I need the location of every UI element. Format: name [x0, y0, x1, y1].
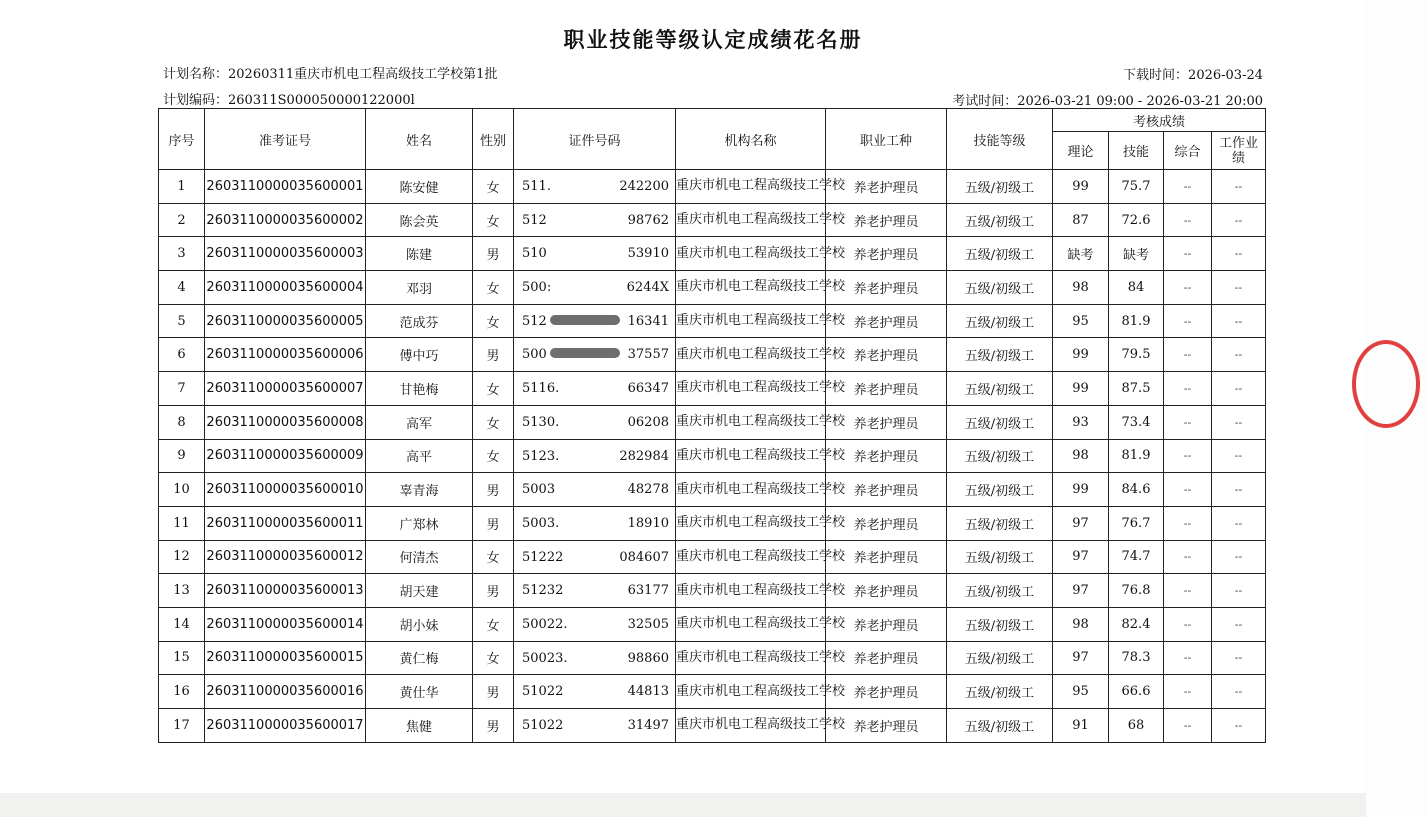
id-no-suffix: 31497: [627, 718, 669, 733]
cell-occupation: 养老护理员: [826, 607, 947, 641]
col-header-work: 工作业绩: [1212, 132, 1266, 170]
cell-seq: 8: [159, 405, 205, 439]
table-row: [159, 473, 1266, 507]
cell-gender: 男: [473, 338, 514, 372]
cell-overall: --: [1164, 338, 1212, 372]
cell-overall: --: [1164, 271, 1212, 305]
cell-theory: 98: [1053, 271, 1109, 305]
cell-name: 胡小妹: [366, 607, 473, 641]
id-no-suffix: 53910: [627, 246, 669, 262]
cell-org: 重庆市机电工程高级技工学校: [676, 607, 826, 641]
table-row: [159, 405, 1266, 439]
cell-ticket: 2603110000035600003: [205, 237, 366, 271]
cell-overall: --: [1164, 709, 1212, 743]
cell-theory: 99: [1053, 372, 1109, 406]
cell-overall: --: [1164, 304, 1212, 338]
cell-org: 重庆市机电工程高级技工学校: [676, 574, 826, 608]
cell-work: --: [1212, 372, 1266, 406]
cell-seq: 12: [159, 540, 205, 574]
col-header-overall: 综合: [1164, 132, 1212, 170]
id-no-prefix: 5123.: [522, 448, 560, 464]
cell-name: 陈建: [366, 237, 473, 271]
cell-org: 重庆市机电工程高级技工学校: [676, 439, 826, 473]
cell-level: 五级/初级工: [947, 607, 1053, 641]
plan-code-value: 260311S000050000122000l: [228, 93, 415, 108]
cell-overall: --: [1164, 574, 1212, 608]
cell-name: 高军: [366, 405, 473, 439]
cell-gender: 男: [473, 237, 514, 271]
cell-work: --: [1212, 237, 1266, 271]
cell-org: 重庆市机电工程高级技工学校: [676, 641, 826, 675]
cell-overall: --: [1164, 675, 1212, 709]
cell-skill: 78.3: [1109, 641, 1164, 675]
cell-id-no: [514, 675, 676, 709]
cell-overall: --: [1164, 641, 1212, 675]
cell-ticket: 2603110000035600012: [205, 540, 366, 574]
id-no-prefix: 50023.: [522, 650, 568, 666]
cell-level: 五级/初级工: [947, 203, 1053, 237]
cell-occupation: 养老护理员: [826, 641, 947, 675]
id-no-suffix: 37557: [627, 347, 669, 363]
cell-work: --: [1212, 304, 1266, 338]
cell-theory: 99: [1053, 170, 1109, 204]
cell-name: 高平: [366, 439, 473, 473]
id-no-suffix: 48278: [627, 482, 669, 498]
col-header-gender: 性别: [473, 109, 514, 170]
cell-gender: 女: [473, 203, 514, 237]
cell-theory: 99: [1053, 338, 1109, 372]
cell-level: 五级/初级工: [947, 439, 1053, 473]
cell-id-no: [514, 709, 676, 743]
cell-theory: 99: [1053, 473, 1109, 507]
cell-name: 广郑林: [366, 506, 473, 540]
cell-level: 五级/初级工: [947, 405, 1053, 439]
cell-level: 五级/初级工: [947, 641, 1053, 675]
cell-name: 胡天建: [366, 574, 473, 608]
redaction-mark: [550, 315, 620, 325]
cell-overall: --: [1164, 506, 1212, 540]
cell-theory: 缺考: [1053, 237, 1109, 271]
id-no-prefix: 500: [522, 347, 547, 363]
cell-occupation: 养老护理员: [826, 372, 947, 406]
download-time-value: 2026-03-24: [1188, 68, 1263, 83]
table-row: [159, 709, 1266, 743]
cell-skill: 缺考: [1109, 237, 1164, 271]
cell-occupation: 养老护理员: [826, 439, 947, 473]
cell-occupation: 养老护理员: [826, 405, 947, 439]
cell-id-no: [514, 506, 676, 540]
cell-org: 重庆市机电工程高级技工学校: [676, 372, 826, 406]
cell-overall: --: [1164, 203, 1212, 237]
cell-level: 五级/初级工: [947, 271, 1053, 305]
cell-seq: 2: [159, 203, 205, 237]
cell-work: --: [1212, 405, 1266, 439]
cell-name: 邓羽: [366, 271, 473, 305]
cell-occupation: 养老护理员: [826, 237, 947, 271]
cell-occupation: 养老护理员: [826, 170, 947, 204]
cell-name: 陈会英: [366, 203, 473, 237]
table-row: [159, 372, 1266, 406]
id-no-prefix: 512: [522, 313, 547, 329]
cell-occupation: 养老护理员: [826, 675, 947, 709]
plan-name-value: 20260311重庆市机电工程高级技工学校第1批: [228, 67, 498, 82]
cell-gender: 男: [473, 709, 514, 743]
cell-ticket: 2603110000035600017: [205, 709, 366, 743]
cell-id-no: [514, 439, 676, 473]
exam-time-label: 考试时间：: [952, 94, 1018, 109]
cell-ticket: 2603110000035600005: [205, 304, 366, 338]
cell-gender: 女: [473, 607, 514, 641]
cell-skill: 81.9: [1109, 304, 1164, 338]
id-no-prefix: 5116.: [522, 381, 560, 397]
cell-id-no: [514, 372, 676, 406]
id-no-suffix: 16341: [627, 313, 669, 329]
cell-gender: 女: [473, 304, 514, 338]
cell-level: 五级/初级工: [947, 338, 1053, 372]
cell-gender: 女: [473, 271, 514, 305]
roster-body: [159, 170, 1266, 743]
cell-skill: 66.6: [1109, 675, 1164, 709]
id-no-prefix: 5003: [522, 482, 556, 498]
cell-theory: 97: [1053, 574, 1109, 608]
id-no-prefix: 51022: [522, 718, 564, 733]
id-no-prefix: 500:: [522, 280, 552, 296]
cell-occupation: 养老护理员: [826, 574, 947, 608]
table-row: [159, 203, 1266, 237]
col-header-occupation: 职业工种: [826, 109, 947, 170]
cell-level: 五级/初级工: [947, 473, 1053, 507]
cell-org: 重庆市机电工程高级技工学校: [676, 237, 826, 271]
cell-skill: 74.7: [1109, 540, 1164, 574]
plan-name-label: 计划名称：: [163, 67, 229, 82]
cell-level: 五级/初级工: [947, 304, 1053, 338]
cell-gender: 男: [473, 675, 514, 709]
cell-theory: 97: [1053, 641, 1109, 675]
cell-skill: 87.5: [1109, 372, 1164, 406]
table-row: [159, 675, 1266, 709]
id-no-suffix: 282984: [619, 448, 669, 464]
col-header-name: 姓名: [366, 109, 473, 170]
cell-id-no: [514, 170, 676, 204]
cell-org: 重庆市机电工程高级技工学校: [676, 271, 826, 305]
cell-skill: 76.7: [1109, 506, 1164, 540]
cell-gender: 女: [473, 170, 514, 204]
cell-theory: 91: [1053, 709, 1109, 743]
cell-theory: 98: [1053, 607, 1109, 641]
cell-ticket: 2603110000035600015: [205, 641, 366, 675]
cell-name: 甘艳梅: [366, 372, 473, 406]
cell-gender: 女: [473, 540, 514, 574]
cell-work: --: [1212, 203, 1266, 237]
cell-org: 重庆市机电工程高级技工学校: [676, 506, 826, 540]
cell-theory: 87: [1053, 203, 1109, 237]
cell-level: 五级/初级工: [947, 372, 1053, 406]
cell-ticket: 2603110000035600013: [205, 574, 366, 608]
cell-org: 重庆市机电工程高级技工学校: [676, 540, 826, 574]
cell-work: --: [1212, 641, 1266, 675]
page-bottom-margin: [0, 793, 1366, 817]
cell-org: 重庆市机电工程高级技工学校: [676, 405, 826, 439]
cell-occupation: 养老护理员: [826, 506, 947, 540]
cell-theory: 95: [1053, 675, 1109, 709]
plan-code: [163, 89, 415, 108]
redaction-mark: [550, 348, 620, 358]
cell-occupation: 养老护理员: [826, 709, 947, 743]
cell-id-no: [514, 405, 676, 439]
id-no-suffix: 32505: [627, 616, 669, 632]
cell-theory: 93: [1053, 405, 1109, 439]
cell-name: 范成芬: [366, 304, 473, 338]
red-seal-stamp: [1352, 340, 1420, 428]
col-header-seq: 序号: [159, 109, 205, 170]
cell-seq: 13: [159, 574, 205, 608]
cell-theory: 95: [1053, 304, 1109, 338]
cell-id-no: [514, 304, 676, 338]
id-no-prefix: 5130.: [522, 414, 560, 430]
cell-occupation: 养老护理员: [826, 338, 947, 372]
id-no-prefix: 510: [522, 246, 547, 262]
cell-level: 五级/初级工: [947, 709, 1053, 743]
cell-gender: 男: [473, 574, 514, 608]
col-header-id-no: 证件号码: [514, 109, 676, 170]
cell-work: --: [1212, 271, 1266, 305]
plan-name: [163, 63, 497, 82]
download-time-label: 下载时间：: [1123, 68, 1189, 83]
cell-org: 重庆市机电工程高级技工学校: [676, 675, 826, 709]
score-roster-table: [158, 108, 1266, 743]
cell-gender: 女: [473, 372, 514, 406]
table-row: [159, 506, 1266, 540]
cell-name: 辜青海: [366, 473, 473, 507]
table-row: [159, 271, 1266, 305]
cell-gender: 女: [473, 641, 514, 675]
cell-work: --: [1212, 473, 1266, 507]
cell-seq: 1: [159, 170, 205, 204]
cell-id-no: [514, 271, 676, 305]
id-no-prefix: 50022.: [522, 616, 568, 632]
col-header-theory: 理论: [1053, 132, 1109, 170]
cell-seq: 10: [159, 473, 205, 507]
cell-overall: --: [1164, 237, 1212, 271]
cell-org: 重庆市机电工程高级技工学校: [676, 304, 826, 338]
cell-name: 陈安健: [366, 170, 473, 204]
cell-skill: 68: [1109, 709, 1164, 743]
cell-seq: 14: [159, 607, 205, 641]
id-no-suffix: 6244X: [626, 280, 669, 296]
cell-id-no: [514, 203, 676, 237]
cell-gender: 女: [473, 439, 514, 473]
cell-seq: 5: [159, 304, 205, 338]
cell-work: --: [1212, 540, 1266, 574]
cell-overall: --: [1164, 473, 1212, 507]
cell-skill: 82.4: [1109, 607, 1164, 641]
table-row: [159, 574, 1266, 608]
cell-overall: --: [1164, 170, 1212, 204]
cell-name: 何清杰: [366, 540, 473, 574]
id-no-suffix: 084607: [619, 549, 669, 565]
cell-seq: 6: [159, 338, 205, 372]
cell-level: 五级/初级工: [947, 540, 1053, 574]
cell-id-no: [514, 473, 676, 507]
cell-ticket: 2603110000035600004: [205, 271, 366, 305]
cell-overall: --: [1164, 439, 1212, 473]
cell-work: --: [1212, 607, 1266, 641]
cell-gender: 男: [473, 506, 514, 540]
plan-code-label: 计划编码：: [163, 93, 229, 108]
cell-ticket: 2603110000035600016: [205, 675, 366, 709]
cell-seq: 16: [159, 675, 205, 709]
cell-seq: 11: [159, 506, 205, 540]
cell-id-no: [514, 641, 676, 675]
table-row: [159, 304, 1266, 338]
cell-ticket: 2603110000035600006: [205, 338, 366, 372]
download-time: [1123, 64, 1263, 83]
cell-ticket: 2603110000035600007: [205, 372, 366, 406]
id-no-suffix: 66347: [627, 381, 669, 397]
col-header-scores: 考核成绩: [1053, 109, 1266, 132]
cell-theory: 97: [1053, 506, 1109, 540]
cell-skill: 81.9: [1109, 439, 1164, 473]
id-no-suffix: 63177: [627, 583, 669, 599]
cell-skill: 84: [1109, 271, 1164, 305]
cell-org: 重庆市机电工程高级技工学校: [676, 473, 826, 507]
cell-seq: 17: [159, 709, 205, 743]
id-no-prefix: 5003.: [522, 515, 560, 531]
cell-occupation: 养老护理员: [826, 540, 947, 574]
table-row: [159, 641, 1266, 675]
cell-level: 五级/初级工: [947, 506, 1053, 540]
cell-org: 重庆市机电工程高级技工学校: [676, 709, 826, 743]
cell-work: --: [1212, 506, 1266, 540]
cell-gender: 女: [473, 405, 514, 439]
cell-skill: 79.5: [1109, 338, 1164, 372]
table-row: [159, 237, 1266, 271]
cell-overall: --: [1164, 405, 1212, 439]
cell-occupation: 养老护理员: [826, 304, 947, 338]
cell-id-no: [514, 574, 676, 608]
cell-id-no: [514, 540, 676, 574]
cell-level: 五级/初级工: [947, 237, 1053, 271]
id-no-suffix: 242200: [619, 179, 669, 194]
cell-theory: 97: [1053, 540, 1109, 574]
cell-overall: --: [1164, 607, 1212, 641]
cell-work: --: [1212, 574, 1266, 608]
cell-id-no: [514, 607, 676, 641]
cell-overall: --: [1164, 372, 1212, 406]
id-no-prefix: 512: [522, 212, 547, 228]
table-row: [159, 540, 1266, 574]
cell-level: 五级/初级工: [947, 675, 1053, 709]
cell-work: --: [1212, 709, 1266, 743]
cell-id-no: [514, 338, 676, 372]
cell-work: --: [1212, 170, 1266, 204]
cell-occupation: 养老护理员: [826, 271, 947, 305]
cell-gender: 男: [473, 473, 514, 507]
cell-ticket: 2603110000035600014: [205, 607, 366, 641]
cell-name: 焦健: [366, 709, 473, 743]
id-no-suffix: 98762: [627, 212, 669, 228]
id-no-suffix: 98860: [627, 650, 669, 666]
cell-name: 黄仁梅: [366, 641, 473, 675]
id-no-prefix: 511.: [522, 179, 551, 194]
cell-occupation: 养老护理员: [826, 473, 947, 507]
cell-org: 重庆市机电工程高级技工学校: [676, 170, 826, 204]
col-header-skill: 技能: [1109, 132, 1164, 170]
id-no-prefix: 51222: [522, 549, 564, 565]
cell-ticket: 2603110000035600008: [205, 405, 366, 439]
document-title: 职业技能等级认定成绩花名册: [563, 28, 863, 52]
cell-ticket: 2603110000035600001: [205, 170, 366, 204]
table-row: [159, 338, 1266, 372]
cell-skill: 72.6: [1109, 203, 1164, 237]
cell-level: 五级/初级工: [947, 574, 1053, 608]
cell-org: 重庆市机电工程高级技工学校: [676, 203, 826, 237]
exam-time: [952, 90, 1263, 109]
cell-work: --: [1212, 675, 1266, 709]
cell-overall: --: [1164, 540, 1212, 574]
cell-ticket: 2603110000035600009: [205, 439, 366, 473]
id-no-suffix: 44813: [627, 684, 669, 700]
cell-name: 黄仕华: [366, 675, 473, 709]
table-row: [159, 170, 1266, 204]
cell-level: 五级/初级工: [947, 170, 1053, 204]
cell-skill: 75.7: [1109, 170, 1164, 204]
id-no-prefix: 51022: [522, 684, 564, 700]
table-row: [159, 607, 1266, 641]
cell-id-no: [514, 237, 676, 271]
col-header-level: 技能等级: [947, 109, 1053, 170]
id-no-suffix: 06208: [627, 414, 669, 430]
cell-ticket: 2603110000035600011: [205, 506, 366, 540]
cell-seq: 4: [159, 271, 205, 305]
exam-time-value: 2026-03-21 09:00 - 2026-03-21 20:00: [1017, 94, 1263, 109]
cell-seq: 7: [159, 372, 205, 406]
cell-seq: 9: [159, 439, 205, 473]
cell-name: 傅中巧: [366, 338, 473, 372]
cell-seq: 3: [159, 237, 205, 271]
col-header-ticket: 准考证号: [205, 109, 366, 170]
id-no-prefix: 51232: [522, 583, 564, 599]
cell-occupation: 养老护理员: [826, 203, 947, 237]
cell-seq: 15: [159, 641, 205, 675]
cell-work: --: [1212, 338, 1266, 372]
cell-org: 重庆市机电工程高级技工学校: [676, 338, 826, 372]
table-row: [159, 439, 1266, 473]
cell-skill: 73.4: [1109, 405, 1164, 439]
cell-skill: 76.8: [1109, 574, 1164, 608]
col-header-org: 机构名称: [676, 109, 826, 170]
cell-theory: 98: [1053, 439, 1109, 473]
cell-ticket: 2603110000035600002: [205, 203, 366, 237]
id-no-suffix: 18910: [627, 515, 669, 531]
cell-ticket: 2603110000035600010: [205, 473, 366, 507]
cell-work: --: [1212, 439, 1266, 473]
cell-skill: 84.6: [1109, 473, 1164, 507]
